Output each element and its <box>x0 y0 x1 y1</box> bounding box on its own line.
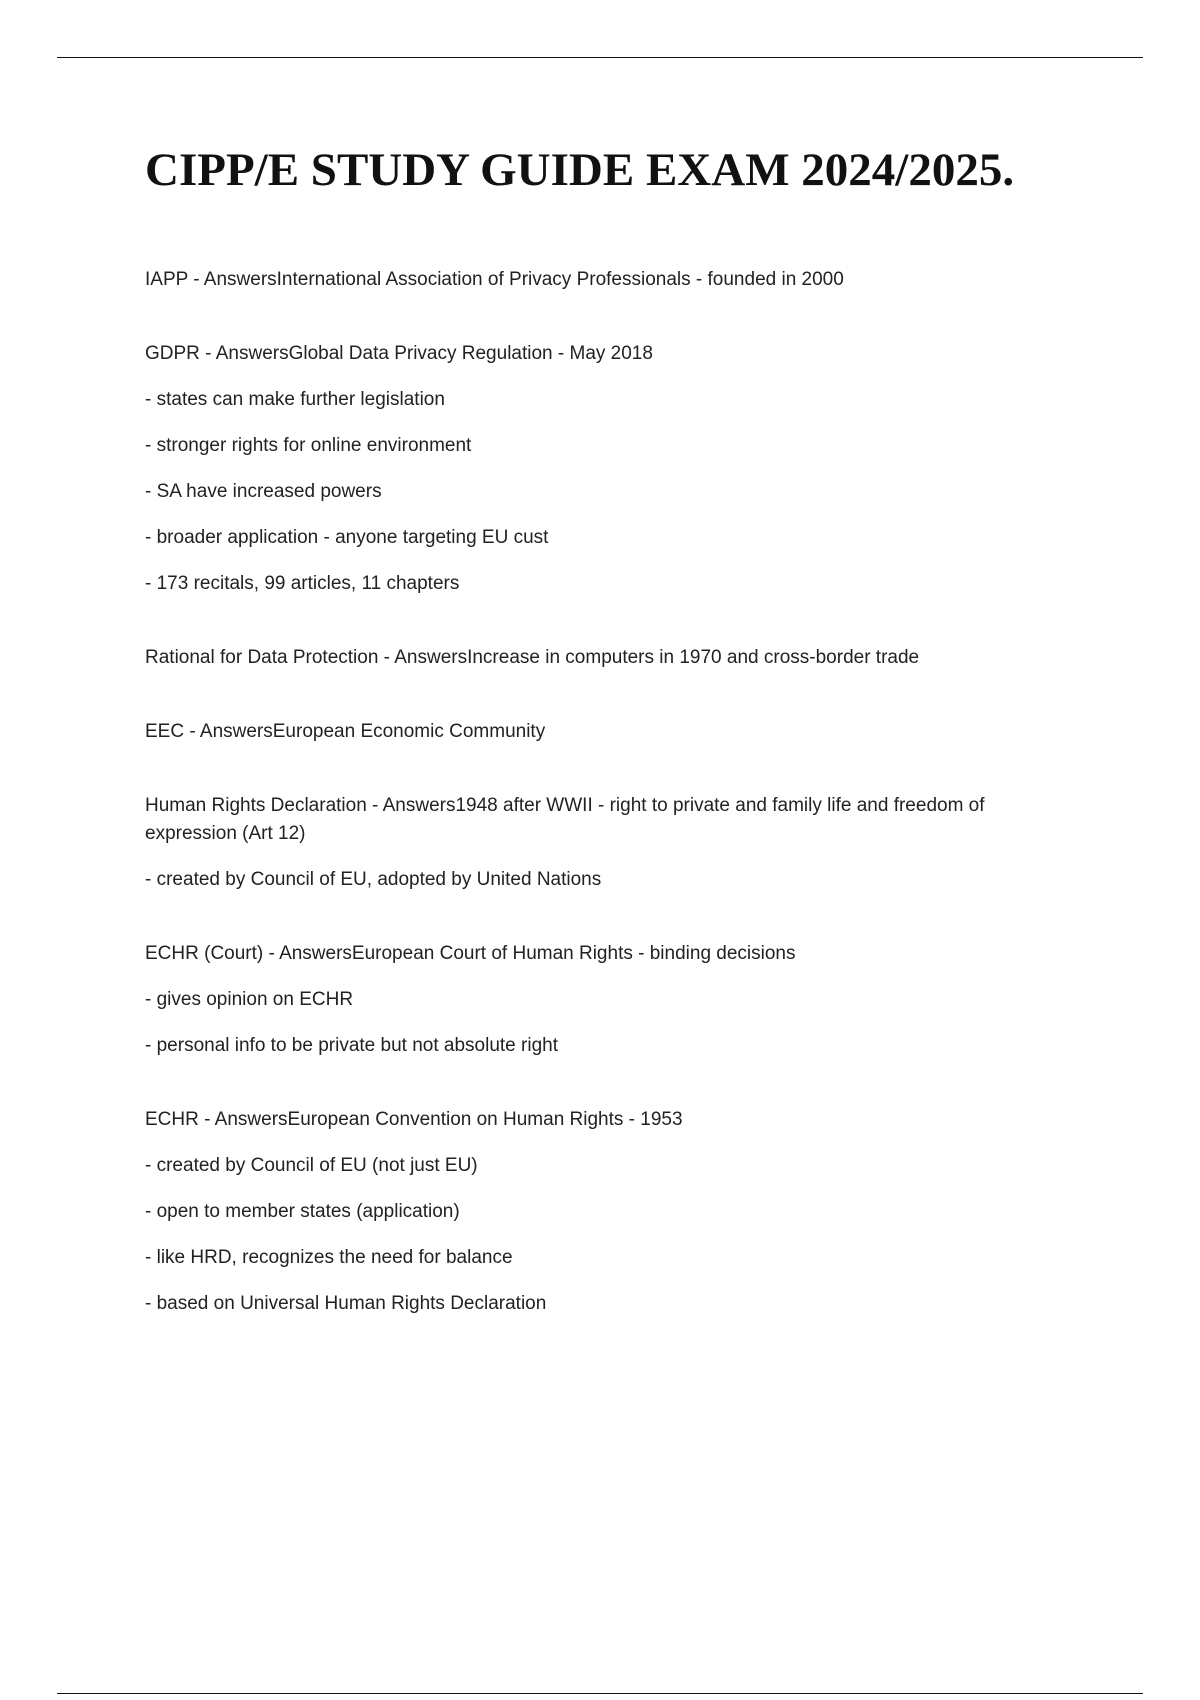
entry-line: - created by Council of EU (not just EU) <box>145 1155 478 1176</box>
entry-iapp <box>145 266 1075 294</box>
entry-line: GDPR - AnswersGlobal Data Privacy Regulation - May 2018 <box>145 343 653 364</box>
entry-gdpr <box>145 340 1075 598</box>
entry-rational-data-protection <box>145 644 1075 672</box>
bottom-rule <box>57 1693 1143 1694</box>
entry-line: - stronger rights for online environment <box>145 435 472 456</box>
entry-echr-court <box>145 940 1075 1060</box>
entry-line: - open to member states (application) <box>145 1201 460 1222</box>
entry-line: IAPP - AnswersInternational Association of Privacy Professionals - founded in 2000 <box>145 269 844 290</box>
entry-line: EEC - AnswersEuropean Economic Community <box>145 721 546 742</box>
entry-line: Human Rights Declaration - Answers1948 after WWII - right to private and family life and freedom of expression (Art 12) <box>145 795 985 844</box>
entry-line: - SA have increased powers <box>145 481 382 502</box>
entry-line: - broader application - anyone targeting EU cust <box>145 527 549 548</box>
entry-line: - personal info to be private but not absolute right <box>145 1035 558 1056</box>
entry-line: - 173 recitals, 99 articles, 11 chapters <box>145 573 460 594</box>
entry-line: - like HRD, recognizes the need for balance <box>145 1247 513 1268</box>
top-rule <box>57 57 1143 58</box>
entry-line: ECHR (Court) - AnswersEuropean Court of Human Rights - binding decisions <box>145 943 796 964</box>
entry-line: - states can make further legislation <box>145 389 445 410</box>
entry-line: Rational for Data Protection - AnswersIncrease in computers in 1970 and cross-border trade <box>145 647 920 668</box>
entry-human-rights-declaration <box>145 792 1075 894</box>
entry-eec <box>145 718 1075 746</box>
entry-line: - created by Council of EU, adopted by United Nations <box>145 869 602 890</box>
entry-line: - based on Universal Human Rights Declaration <box>145 1293 547 1314</box>
entry-line: ECHR - AnswersEuropean Convention on Human Rights - 1953 <box>145 1109 683 1130</box>
document-body <box>145 140 1075 1364</box>
entry-echr-convention <box>145 1106 1075 1318</box>
entry-line: - gives opinion on ECHR <box>145 989 354 1010</box>
document-title: CIPP/E STUDY GUIDE EXAM 2024/2025. <box>145 144 1015 196</box>
